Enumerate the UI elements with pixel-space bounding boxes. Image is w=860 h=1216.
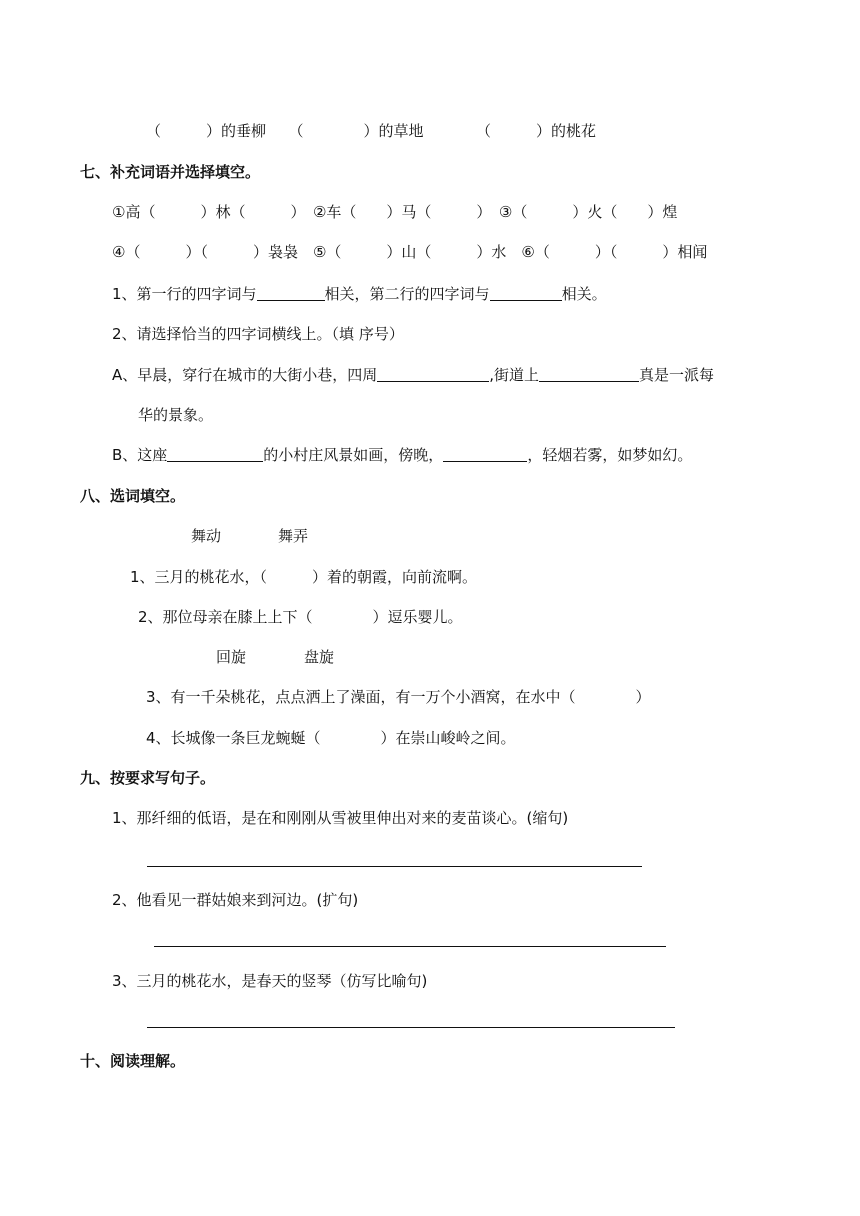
s9-question-3: 3、三月的桃花水，是春天的竖琴（仿写比喻句) [112,972,428,990]
s8-word-option-4: 盘旋 [304,648,335,666]
s7-qb-text-b: 的小村庄风景如画，傍晚， [263,446,444,464]
s7-q1-text-a: 1、第一行的四字词与 [112,285,257,303]
s9-question-1: 1、那纤细的低语，是在和刚刚从雪被里伸出对来的麦苗谈心。(缩句) [112,809,569,827]
s7-q1-text-b: 相关，第二行的四字词与 [324,285,490,303]
section-9-heading: 九、按要求写句子。 [80,769,216,787]
s8-question-3: 3、有一千朵桃花，点点洒上了澡面，有一万个小酒窝，在水中（ ） [146,688,651,706]
s8-word-option-1: 舞动 [191,527,222,545]
s7-q1-text-c: 相关。 [561,285,607,303]
s7-q1-blank-2[interactable] [490,284,562,301]
section-8-heading: 八、选词填空。 [80,487,186,505]
s9-question-2: 2、他看见一群姑娘来到河边。(扩句) [112,891,359,909]
s7-qb-text-c: ，轻烟若雾，如梦如幻。 [527,446,693,464]
s8-question-1: 1、三月的桃花水，（ ）着的朝霞，向前流啊。 [130,568,478,586]
s7-question-2: 2、请选择恰当的四字词横线上。（填 序号） [112,325,404,343]
s7-qb-blank-1[interactable] [167,445,263,462]
s8-question-2: 2、那位母亲在膝上上下（ ）逗乐婴儿。 [138,608,463,626]
s7-qa-blank-2[interactable] [539,365,639,382]
s9-answer-line-3[interactable] [147,1027,675,1028]
s7-q1-blank-1[interactable] [257,284,325,301]
s7-qa-text-b: ,街道上 [489,366,540,384]
section-10-heading: 十、阅读理解。 [80,1052,186,1070]
s9-answer-line-2[interactable] [154,946,666,947]
s7-qa-blank-1[interactable] [377,365,489,382]
s7-row-1: ①高（ ）林（ ） ②车（ ）马（ ） ③（ ）火（ ）煌 [112,203,678,221]
s7-question-a [112,365,714,385]
s7-question-a-cont: 华的景象。 [138,406,214,424]
s8-word-option-2: 舞弄 [278,527,309,545]
s7-qb-blank-2[interactable] [443,445,527,462]
s7-qa-text-c: 真是一派每 [639,366,715,384]
s9-answer-line-1[interactable] [147,866,642,867]
s7-qa-text-a: A、早晨，穿行在城市的大街小巷，四周 [112,366,378,384]
s8-word-option-3: 回旋 [216,648,247,666]
s7-question-1 [112,284,607,304]
s7-qb-text-a: B、这座 [112,446,168,464]
s7-question-b [112,445,692,465]
top-fill-row: （ ）的垂柳 （ ）的草地 （ ）的桃花 [146,122,597,140]
s7-row-2: ④（ ）（ ）袅袅 ⑤（ ）山（ ）水 ⑥（ ）（ ）相闻 [112,243,708,261]
section-7-heading: 七、补充词语并选择填空。 [80,163,261,181]
s8-question-4: 4、长城像一条巨龙蜿蜒（ ）在崇山峻岭之间。 [146,729,516,747]
